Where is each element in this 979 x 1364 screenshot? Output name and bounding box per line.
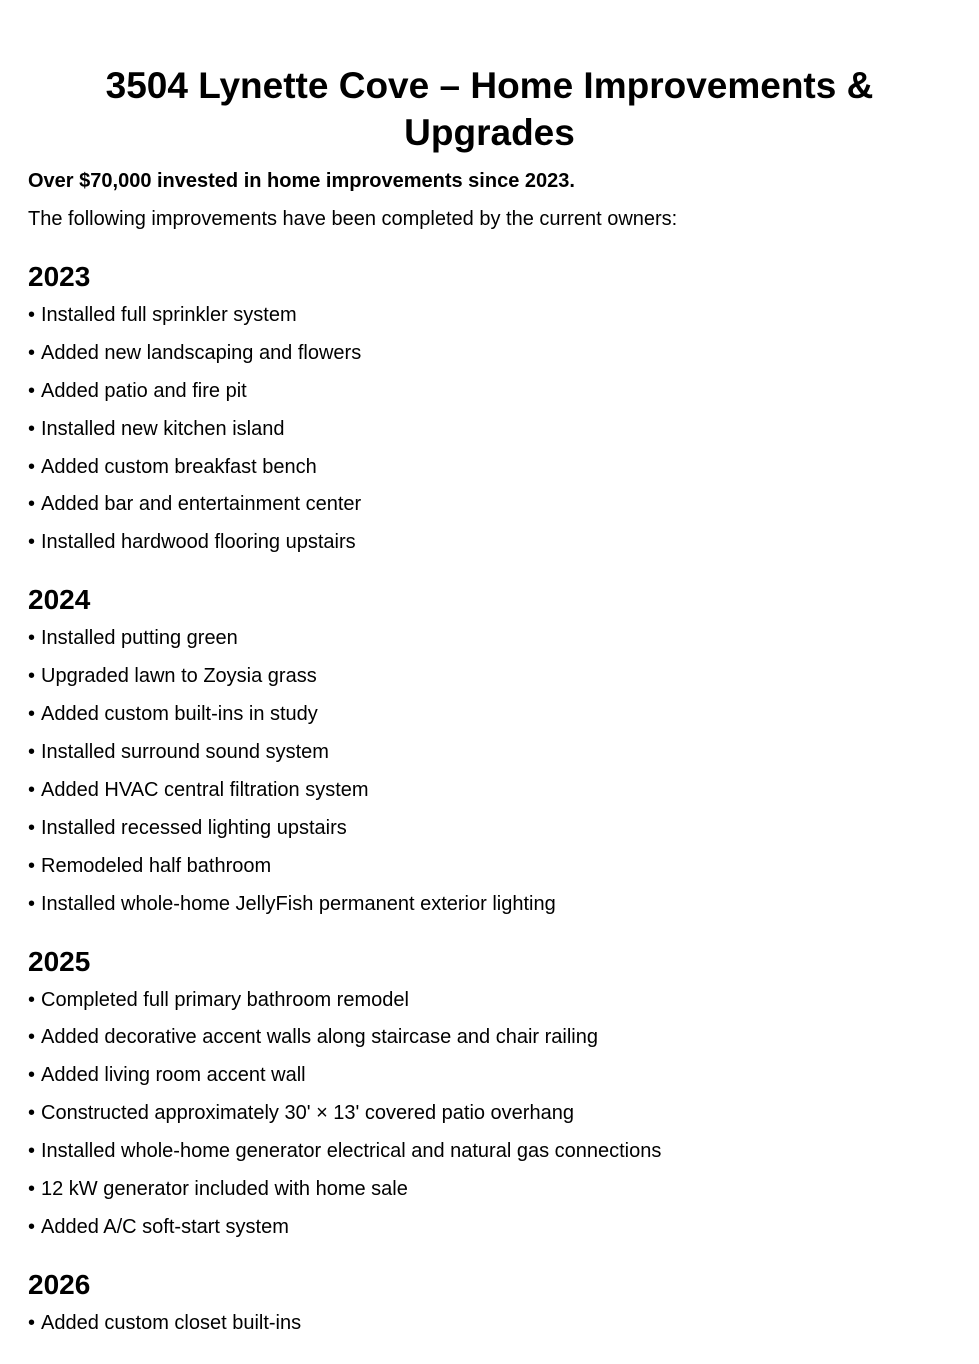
improvement-list [28, 1310, 951, 1336]
bullet-icon: • [28, 1215, 36, 1238]
year-section-2023 [28, 260, 951, 555]
item-text: Added HVAC central filtration system [41, 778, 369, 801]
list-item [28, 1024, 951, 1050]
year-section-2024 [28, 583, 951, 916]
list-item [28, 491, 951, 517]
bullet-icon: • [28, 778, 36, 801]
bullet-icon: • [28, 1102, 36, 1125]
improvement-list [28, 987, 951, 1240]
document-page [28, 0, 951, 1348]
bullet-icon: • [28, 892, 36, 915]
bullet-icon: • [28, 1178, 36, 1201]
year-section-2025 [28, 945, 951, 1240]
list-item [28, 1310, 951, 1336]
year-section-2026 [28, 1268, 951, 1336]
bullet-icon: • [28, 988, 36, 1011]
item-text: Completed full primary bathroom remodel [41, 988, 409, 1011]
bullet-icon: • [28, 816, 36, 839]
list-item [28, 987, 951, 1013]
item-text: Installed full sprinkler system [41, 304, 297, 326]
year-heading: 2024 [28, 584, 91, 616]
list-item [28, 529, 951, 555]
year-heading: 2025 [28, 945, 91, 977]
bullet-icon: • [28, 627, 36, 650]
list-item [28, 853, 951, 879]
list-item [28, 340, 951, 366]
page-title: 3504 Lynette Cove – Home Improvements & Upgrades [105, 65, 874, 153]
bullet-icon: • [28, 1064, 36, 1087]
item-text: 12 kW generator included with home sale [41, 1178, 408, 1201]
item-text: Remodeled half bathroom [41, 854, 272, 877]
bullet-icon: • [28, 493, 36, 516]
item-text: Added custom built-ins in study [41, 703, 318, 726]
list-item [28, 701, 951, 727]
year-heading: 2026 [28, 1268, 91, 1300]
item-text: Added bar and entertainment center [41, 493, 362, 516]
item-text: Added custom breakfast bench [41, 455, 317, 478]
list-item [28, 378, 951, 404]
bullet-icon: • [28, 341, 36, 364]
year-heading: 2023 [28, 261, 91, 292]
list-item [28, 1100, 951, 1126]
item-text: Installed whole-home JellyFish permanent exterior lighting [41, 892, 556, 915]
bullet-icon: • [28, 304, 36, 326]
bullet-icon: • [28, 417, 36, 440]
bullet-icon: • [28, 703, 36, 726]
bullet-icon: • [28, 1026, 36, 1049]
list-item [28, 777, 951, 803]
item-text: Installed recessed lighting upstairs [41, 816, 347, 839]
list-item [28, 1214, 951, 1240]
list-item [28, 1138, 951, 1164]
bullet-icon: • [28, 1140, 36, 1163]
investment-summary: Over $70,000 invested in home improvements since 2023. [28, 170, 575, 192]
list-item [28, 1176, 951, 1202]
item-text: Installed new kitchen island [41, 417, 285, 440]
list-item [28, 815, 951, 841]
item-text: Installed surround sound system [41, 741, 329, 764]
bullet-icon: • [28, 455, 36, 478]
bullet-icon: • [28, 665, 36, 688]
improvement-list [28, 625, 951, 916]
item-text: Added new landscaping and flowers [41, 341, 362, 364]
bullet-icon: • [28, 1311, 36, 1334]
list-item [28, 1062, 951, 1088]
item-text: Upgraded lawn to Zoysia grass [41, 665, 317, 688]
list-item [28, 739, 951, 765]
list-item [28, 625, 951, 651]
item-text: Added decorative accent walls along staircase and chair railing [41, 1026, 598, 1049]
item-text: Added patio and fire pit [41, 379, 247, 402]
list-item [28, 663, 951, 689]
intro-text: The following improvements have been completed by the current owners: [28, 208, 678, 230]
item-text: Installed putting green [41, 627, 238, 650]
bullet-icon: • [28, 531, 36, 554]
item-text: Added custom closet built-ins [41, 1311, 302, 1334]
list-item [28, 891, 951, 917]
item-text: Installed hardwood flooring upstairs [41, 531, 356, 554]
list-item [28, 416, 951, 442]
bullet-icon: • [28, 854, 36, 877]
improvement-list [28, 302, 951, 555]
item-text: Constructed approximately 30' × 13' covered patio overhang [41, 1102, 574, 1125]
bullet-icon: • [28, 379, 36, 402]
list-item [28, 302, 951, 328]
bullet-icon: • [28, 741, 36, 764]
list-item [28, 454, 951, 480]
item-text: Added A/C soft-start system [41, 1215, 289, 1238]
item-text: Added living room accent wall [41, 1064, 306, 1087]
item-text: Installed whole-home generator electrical and natural gas connections [41, 1140, 662, 1163]
